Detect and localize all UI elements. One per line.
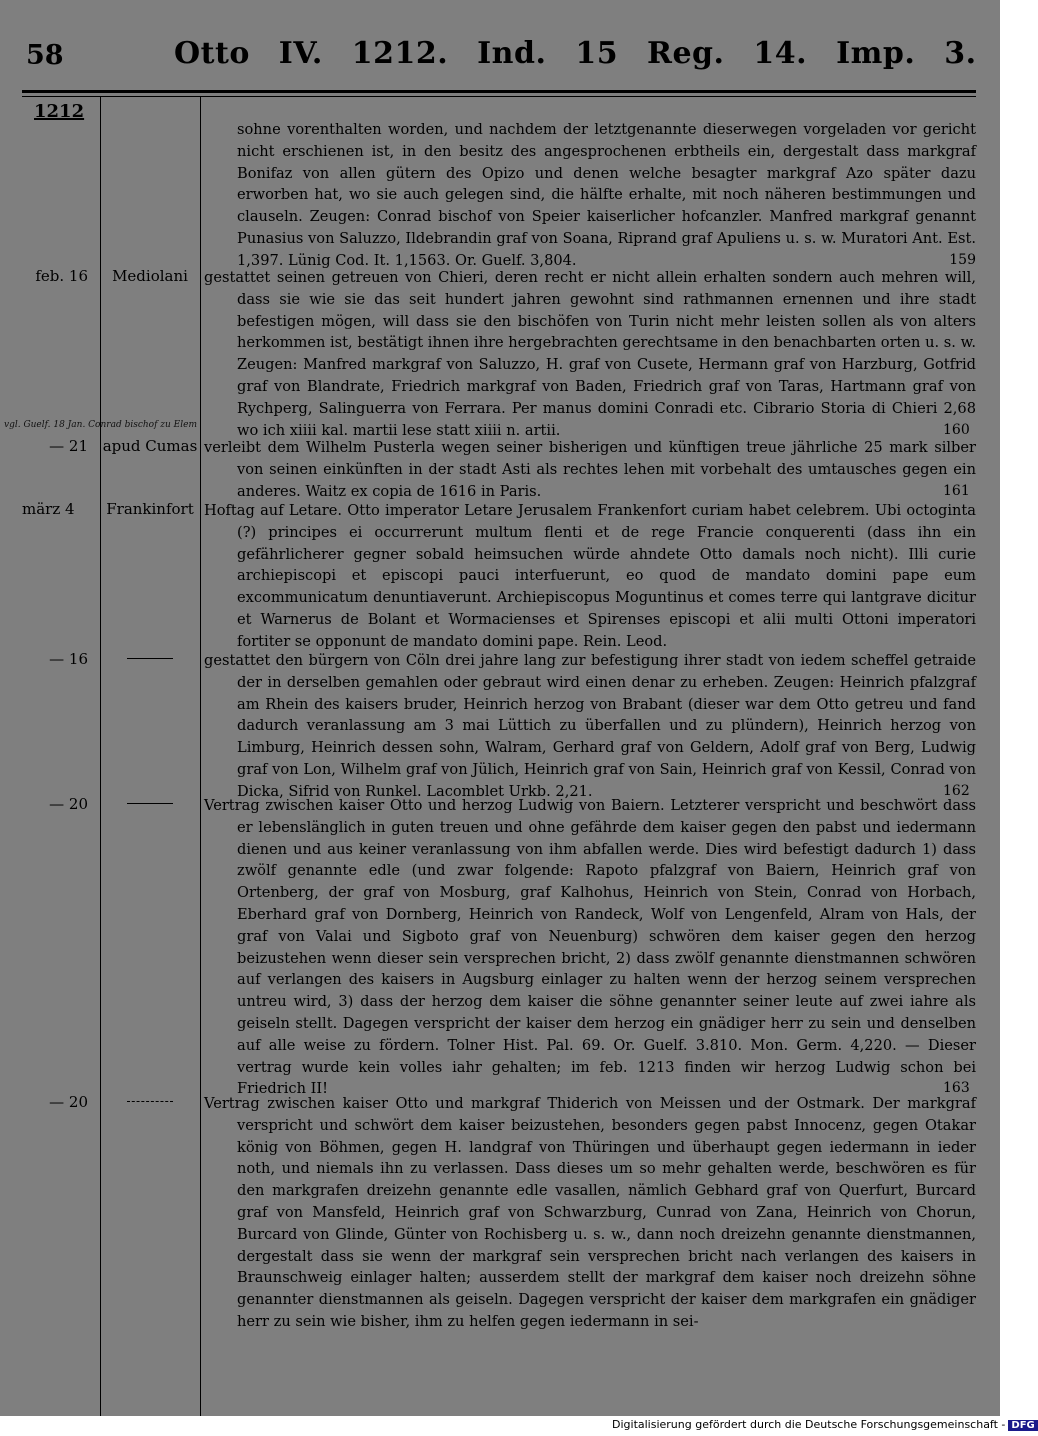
column-divider-place xyxy=(200,97,201,1416)
entry-body: sohne vorenthalten worden, und nachdem der letztgenannte dieserwegen vorgeladen vor gericht nicht erschienen ist, in den besitz des angesprochenen erbtheils ein, dergestalt dass markgraf Bonifaz von allen gütern des Opizo und denen welche besagter markgraf Azo später dazu erworben hat, wo sie auch gelegen sind, die hälfte erhalte, mit noch näheren bestimmungen und clauseln. Zeugen: Conrad bischof von Speier kaiserlicher hofcanzler. Manfred markgraf genannt Punasius von Saluzzo, Ildebrandin graf von Soana, Riprand graf Apuliens u. s. w. Muratori Ant. Est. 1,397. Lünig Cod. It. 1,1563. Or. Guelf. 3,804. xyxy=(237,121,976,269)
entry-place-ditto xyxy=(102,795,198,804)
header-rule-thick xyxy=(22,90,976,93)
ditto-dash xyxy=(127,803,173,804)
entry-date: — 16 xyxy=(49,650,88,668)
entry-body: gestattet den bürgern von Cöln drei jahre lang zur befestigung ihrer stadt von iedem scheffel getraide der in derselben gemahlen oder gebraut wird einen denar zu erheben. Zeugen: Heinrich pfalzgraf am Rhein des kaisers bruder, Heinrich herzog von Brabant (dieser war dem Otto getreu und fand dadurch veranlassung am 3 mai Lüttich zu überfallen und zu plündern), Heinrich herzog von Limburg, Heinrich dessen sohn, Walram, Gerhard graf von Geldern, Adolf graf von Berg, Ludwig graf von Lon, Wilhelm graf von Jülich, Heinrich graf von Sain, Heinrich graf von Kessil, Conrad von Dicka, Sifrid von Runkel. Lacomblet Urkb. 2,21. xyxy=(204,652,976,800)
entry-text: gestattet den bürgern von Cöln drei jahre lang zur befestigung ihrer stadt von iedem scheffel getraide der in derselben gemahlen oder gebraut wird einen denar zu erheben. Zeugen: Heinrich pfalzgraf am Rhein des kaisers bruder, Heinrich herzog von Brabant (dieser war dem Otto getreu und fand dadurch veranlassung am 3 mai Lüttich zu überfallen und zu plündern), Heinrich herzog von Limburg, Heinrich dessen sohn, Walram, Gerhard graf von Geldern, Adolf graf von Berg, Ludwig graf von Lon, Wilhelm graf von Jülich, Heinrich graf von Sain, Heinrich graf von Kessil, Conrad von Dicka, Sifrid von Runkel. Lacomblet Urkb. 2,21. 162 xyxy=(204,652,976,800)
column-divider-date xyxy=(100,97,101,1416)
entry-place: Mediolani xyxy=(112,267,188,285)
entry-place: apud Cumas xyxy=(102,437,198,455)
ditto-dash xyxy=(127,658,173,659)
entry-text xyxy=(204,119,976,272)
entry-date: märz 4 xyxy=(22,500,75,518)
entry-text: verleibt dem Wilhelm Pusterla wegen seiner bisherigen und künftigen treue jährliche 25 mark silber von seinen einkünften in der stadt Asti als rechtes lehen mit vorbehalt des umtausches gegen ein anderes. Waitz ex copia de 1616 in Paris. 161 xyxy=(204,439,976,500)
dfg-logo: DFG xyxy=(1008,1420,1037,1431)
entry-date: — 20 xyxy=(49,1093,88,1111)
entry-body: Vertrag zwischen kaiser Otto und markgraf Thiderich von Meissen und der Ostmark. Der markgraf verspricht und schwört dem kaiser beizustehen, besonders gegen pabst Innocenz, gegen Otakar könig von Böhmen, gegen H. landgraf von Thüringen und überhaupt gegen iedermann in ieder noth, und niemals ihn zu verlassen. Dass dieses um so mehr gehalten werde, beschwören es für den markgrafen dreizehn genannte edle vasallen, nämlich Gebhard graf von Querfurt, Burcard graf von Mansfeld, Heinrich graf von Schwarzburg, Cunrad von Zana, Heinrich von Chorun, Burcard von Glinde, Günter von Rochisberg u. s. w., dann noch dreizehn genannte dienstmannen, dergestalt dass sie wenn der markgraf sein versprechen bricht nach verlangen des kaisers in Braunschweig einlager halten; ausserdem stellt der markgraf dem kaiser noch dreizehn söhne genannter dienstmannen als geiseln. Dagegen verspricht der kaiser dem markgrafen ein gnädiger herr zu sein wie bisher, ihm zu helfen gegen iedermann in sei- xyxy=(204,1095,976,1330)
entry-place-ditto xyxy=(102,650,198,659)
year-label: 1212 xyxy=(34,101,85,122)
entry-body: Hoftag auf Letare. Otto imperator Letare Jerusalem Frankenfort curiam habet celebrem. Ubi octoginta (?) principes ei occurrerunt multum flenti et de rege Francie conquerenti (dass ihn ein gefährlicherer gegner sobald heimsuchen würde ahndete Otto damals noch nicht). Illi curie archiepiscopi et episcopi pauci interfuerunt, eo quod de mandato domini pape eum excommunicatum denuntiaverunt. Archiepiscopus Moguntinus et comes terre qui lantgrave dicitur et Warnerus de Bolant et Wormacienses et Spirenses episcopi et alii multi Ottoni imperatori fortiter se opponunt de mandato domini pape. Rein. Leod. xyxy=(204,502,976,650)
page-number: 58 xyxy=(26,40,64,71)
entry-date: — 21 xyxy=(49,437,88,455)
handwritten-margin-note: vgl. Guelf. 18 Jan. Conrad bischof zu Elem xyxy=(4,420,197,430)
entry-text xyxy=(204,1093,976,1333)
entry-text xyxy=(204,500,976,653)
credit-text: Digitalisierung gefördert durch die Deutsche Forschungsgemeinschaft - xyxy=(612,1418,1006,1431)
entry-text: Vertrag zwischen kaiser Otto und herzog Ludwig von Baiern. Letzterer verspricht und beschwört dass er lebenslänglich in guten treuen und ohne gefährde dem kaiser gegen den pabst und iedermann dienen und aus keiner veranlassung von ihm abfallen werde. Dies wird befestigt dadurch 1) dass zwölf genannte edle (und zwar folgende: Rapoto pfalzgraf von Baiern, Heinrich graf von Ortenberg, der graf von Mosburg, graf Kalhohus, Heinrich von Stein, Conrad von Horbach, Eberhard graf von Dornberg, Heinrich von Randeck, Wolf von Lengenfeld, Alram von Hals, der graf von Valai und Sigboto graf von Neuenburg) schwören dem kaiser gegen den herzog beizustehen wenn dieser sein versprechen bricht, 2) dass zwölf genannte dienstmannen schwören auf verlangen des kaisers in Augsburg einlager zu halten wenn der herzog seinem versprechen untreu wird, 3) dass der herzog dem kaiser die söhne genannter seiner leute auf zwei iahre als geiseln stellt. Dagegen verspricht der kaiser dem herzog ein gnädiger herr zu sein und denselben auf alle weise zu fördern. Tolner Hist. Pal. 69. Or. Guelf. 3.810. Mon. Germ. 4,220. — Dieser vertrag wurde kein volles iahr gehalten; im feb. 1213 finden wir herzog Ludwig schon bei Friedrich II! 163 xyxy=(204,797,976,1098)
digitization-credit xyxy=(612,1418,1038,1431)
entry-text: gestattet seinen getreuen von Chieri, deren recht er nicht allein erhalten sondern auch mehren will, dass sie wie sie das seit hundert jahren gewohnt sind rathmannen ernennen und ihre stadt befestigen mögen, will dass sie den bischöfen von Turin nicht mehr leisten sollen als von alters herkommen ist, bestätigt ihnen ihre hergebrachten gerechtsame in den benachbarten orten u. s. w. Zeugen: Manfred markgraf von Saluzzo, H. graf von Cusete, Hermann graf von Harzburg, Gotfrid graf von Blandrate, Friedrich markgraf von Baden, Friedrich graf von Taras, Hartmann graf von Rychperg, Salinguerra von Ferrara. Per manus domini Conradi etc. Cibrario Storia di Chieri 2,68 wo ich xiiii kal. martii lese statt xiiii n. artii. 160 xyxy=(204,269,976,439)
entry-number: 159 xyxy=(949,251,976,268)
entry-date: — 20 xyxy=(49,795,88,813)
entry-place: Frankinfort xyxy=(106,500,194,518)
entry-body: Vertrag zwischen kaiser Otto und herzog Ludwig von Baiern. Letzterer verspricht und beschwört dass er lebenslänglich in guten treuen und ohne gefährde dem kaiser gegen den pabst und iedermann dienen und aus keiner veranlassung von ihm abfallen werde. Dies wird befestigt dadurch 1) dass zwölf genannte edle (und zwar folgende: Rapoto pfalzgraf von Baiern, Heinrich graf von Ortenberg, der graf von Mosburg, graf Kalhohus, Heinrich von Stein, Conrad von Horbach, Eberhard graf von Dornberg, Heinrich von Randeck, Wolf von Lengenfeld, Alram von Hals, der graf von Valai und Sigboto graf von Neuenburg) schwören dem kaiser gegen den herzog beizustehen wenn dieser sein versprechen bricht, 2) dass zwölf genannte dienstmannen schwören auf verlangen des kaisers in Augsburg einlager zu halten wenn der herzog seinem versprechen untreu wird, 3) dass der herzog dem kaiser die söhne genannter seiner leute auf zwei iahre als geiseln stellt. Dagegen verspricht der kaiser dem herzog ein gnädiger herr zu sein und denselben auf alle weise zu fördern. Tolner Hist. Pal. 69. Or. Guelf. 3.810. Mon. Germ. 4,220. — Dieser vertrag wurde kein volles iahr gehalten; im feb. 1213 finden wir herzog Ludwig schon bei Friedrich II! xyxy=(204,797,976,1098)
ditto-dash xyxy=(127,1101,173,1103)
entry-body: gestattet seinen getreuen von Chieri, deren recht er nicht allein erhalten sondern auch mehren will, dass sie wie sie das seit hundert jahren gewohnt sind rathmannen ernennen und ihre stadt befestigen mögen, will dass sie den bischöfen von Turin nicht mehr leisten sollen als von alters herkommen ist, bestätigt ihnen ihre hergebrachten gerechtsame in den benachbarten orten u. s. w. Zeugen: Manfred markgraf von Saluzzo, H. graf von Cusete, Hermann graf von Harzburg, Gotfrid graf von Blandrate, Friedrich markgraf von Baden, Friedrich graf von Taras, Hartmann graf von Rychperg, Salinguerra von Ferrara. Per manus domini Conradi etc. Cibrario Storia di Chieri 2,68 wo ich xiiii kal. martii lese statt xiiii n. artii. xyxy=(204,269,976,439)
running-header-title: Otto IV. 1212. Ind. 15 Reg. 14. Imp. 3. xyxy=(174,36,977,71)
header-rule-thin xyxy=(22,96,976,97)
entry-date: feb. 16 xyxy=(35,267,88,285)
entry-place-ditto xyxy=(102,1093,198,1103)
entry-body: verleibt dem Wilhelm Pusterla wegen seiner bisherigen und künftigen treue jährliche 25 mark silber von seinen einkünften in der stadt Asti als rechtes lehen mit vorbehalt des umtausches gegen ein anderes. Waitz ex copia de 1616 in Paris. xyxy=(204,439,976,500)
